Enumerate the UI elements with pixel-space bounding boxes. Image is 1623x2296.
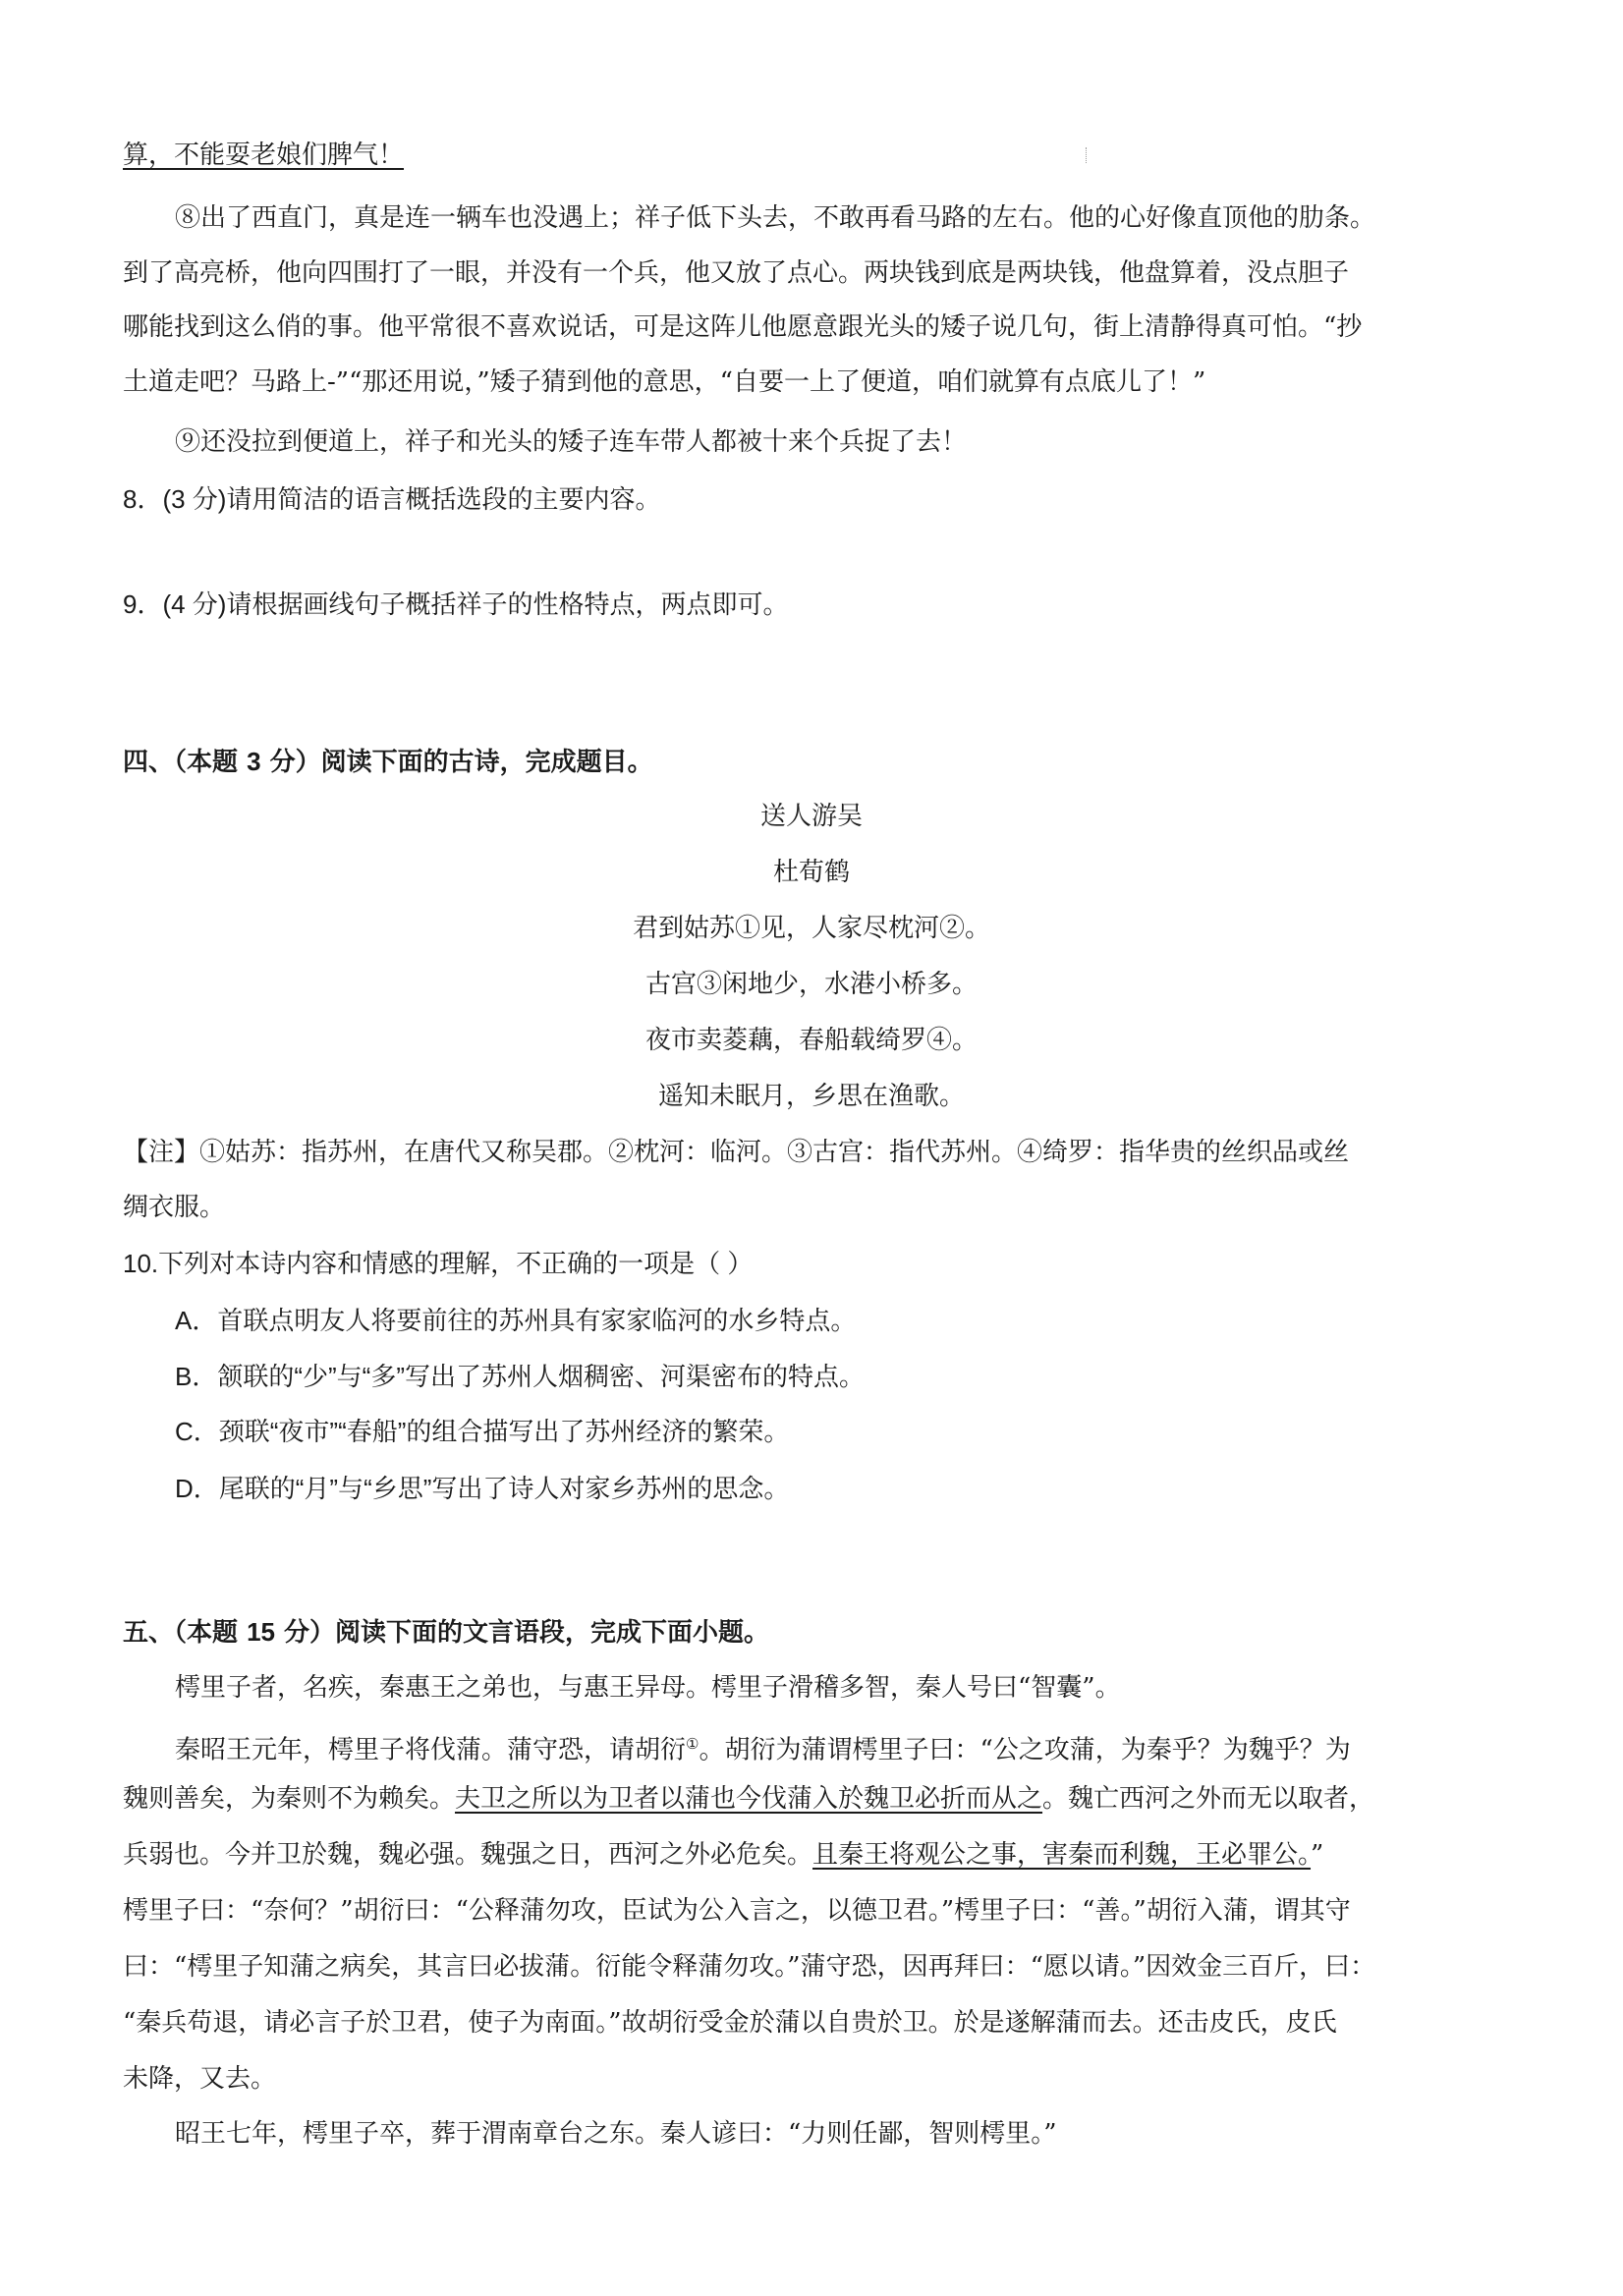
poem-note-line1: 【注】①姑苏：指苏州，在唐代又称吴郡。②枕河：临河。③古宫：指代苏州。④绮罗：指华贵的丝织品或丝 — [123, 1138, 1350, 1167]
section-5-heading: 五、（本题 15 分）阅读下面的文言语段，完成下面小题。 — [123, 1617, 770, 1648]
poem-line: 遥知未眠月，乡思在渔歌。 — [657, 1082, 965, 1111]
classical-p2-line7: 未降，又去。 — [123, 2064, 277, 2094]
question-10: 10.下列对本诗内容和情感的理解，不正确的一项是（ ） — [123, 1249, 754, 1278]
poem-line: 夜市卖菱藕，春船载绮罗④。 — [644, 1026, 978, 1055]
option-a: A．首联点明友人将要前往的苏州具有家家临河的水乡特点。 — [175, 1306, 857, 1335]
poem-title: 送人游吴 — [759, 802, 863, 831]
passage-p9: ⑨还没拉到便道上，祥子和光头的矮子连车带人都被十来个兵捉了去！ — [175, 427, 968, 457]
poem-author: 杜荀鹤 — [772, 858, 850, 887]
classical-p2-line1: 秦昭王元年，樗里子将伐蒲。蒲守恐，请胡衍①。胡衍为蒲谓樗里子曰：“公之攻蒲，为秦乎？为魏乎？为 — [175, 1735, 1351, 1765]
passage-p8-line4: 土道走吧？马路上-”“那还用说，”矮子猜到他的意思，“自要一上了便道，咱们就算有点底儿了！” — [123, 367, 1206, 397]
option-b: B．颔联的“少”与“多”写出了苏州人烟稠密、河渠密布的特点。 — [175, 1362, 865, 1391]
underlined-sentence-1: 夫卫之所以为卫者以蒲也今伐蒲入於魏卫必折而从之 — [455, 1784, 1043, 1814]
option-c: C．颈联“夜市”“春船”的组合描写出了苏州经济的繁荣。 — [175, 1417, 790, 1446]
option-d: D．尾联的“月”与“乡思”写出了诗人对家乡苏州的思念。 — [175, 1474, 790, 1503]
poem-line: 君到姑苏①见，人家尽枕河②。 — [632, 914, 990, 943]
question-8: 8．(3 分)请用简洁的语言概括选段的主要内容。 — [123, 484, 661, 514]
poem-line: 古宫③闲地少，水港小桥多。 — [644, 970, 978, 999]
section-4-heading: 四、（本题 3 分）阅读下面的古诗，完成题目。 — [123, 747, 653, 777]
classical-p3: 昭王七年，樗里子卒，葬于渭南章台之东。秦人谚曰：“力则任鄙，智则樗里。” — [175, 2119, 1057, 2149]
passage-line-underlined: 算，不能耍老娘们脾气！ — [123, 140, 405, 170]
classical-p2-line2: 魏则善矣，为秦则不为赖矣。夫卫之所以为卫者以蒲也今伐蒲入於魏卫必折而从之。魏亡西河之外而无以取者， — [123, 1784, 1375, 1814]
classical-p1: 樗里子者，名疾，秦惠王之弟也，与惠王异母。樗里子滑稽多智，秦人号曰“智囊”。 — [175, 1673, 1121, 1703]
classical-p2-line3: 兵弱也。今并卫於魏，魏必强。魏强之日，西河之外必危矣。且秦王将观公之事，害秦而利魏，王必罪公。” — [123, 1840, 1324, 1870]
passage-p8-line2: 到了高亮桥，他向四围打了一眼，并没有一个兵，他又放了点心。两块钱到底是两块钱，他盘算着，没点胆子 — [123, 258, 1350, 288]
passage-p8-line3: 哪能找到这么俏的事。他平常很不喜欢说话，可是这阵儿他愿意跟光头的矮子说几句，街上清静得真可怕。“抄 — [123, 312, 1363, 342]
poem-note-line2: 绸衣服。 — [123, 1193, 226, 1222]
classical-p2-line5: 曰：“樗里子知蒲之病矣，其言曰必拔蒲。衍能令释蒲勿攻。”蒲守恐，因再拜曰：“愿以请。”因效金三百斤，曰： — [123, 1952, 1376, 1982]
classical-p2-line6: “秦兵苟退，请必言子於卫君，使子为南面。”故胡衍受金於蒲以自贵於卫。於是遂解蒲而去。还击皮氏，皮氏 — [123, 2008, 1337, 2038]
underlined-sentence-2: 且秦王将观公之事，害秦而利魏，王必罪公。 — [812, 1840, 1312, 1870]
classical-p2-line4: 樗里子曰：“奈何？”胡衍曰：“公释蒲勿攻，臣试为公入言之，以德卫君。”樗里子曰：“善。”胡衍入蒲，谓其守 — [123, 1896, 1351, 1926]
passage-p8-line1: ⑧出了西直门，真是连一辆车也没遇上；祥子低下头去，不敢再看马路的左右。他的心好像直顶他的肋条。 — [175, 203, 1376, 233]
question-9: 9．(4 分)请根据画线句子概括祥子的性格特点，两点即可。 — [123, 589, 789, 619]
